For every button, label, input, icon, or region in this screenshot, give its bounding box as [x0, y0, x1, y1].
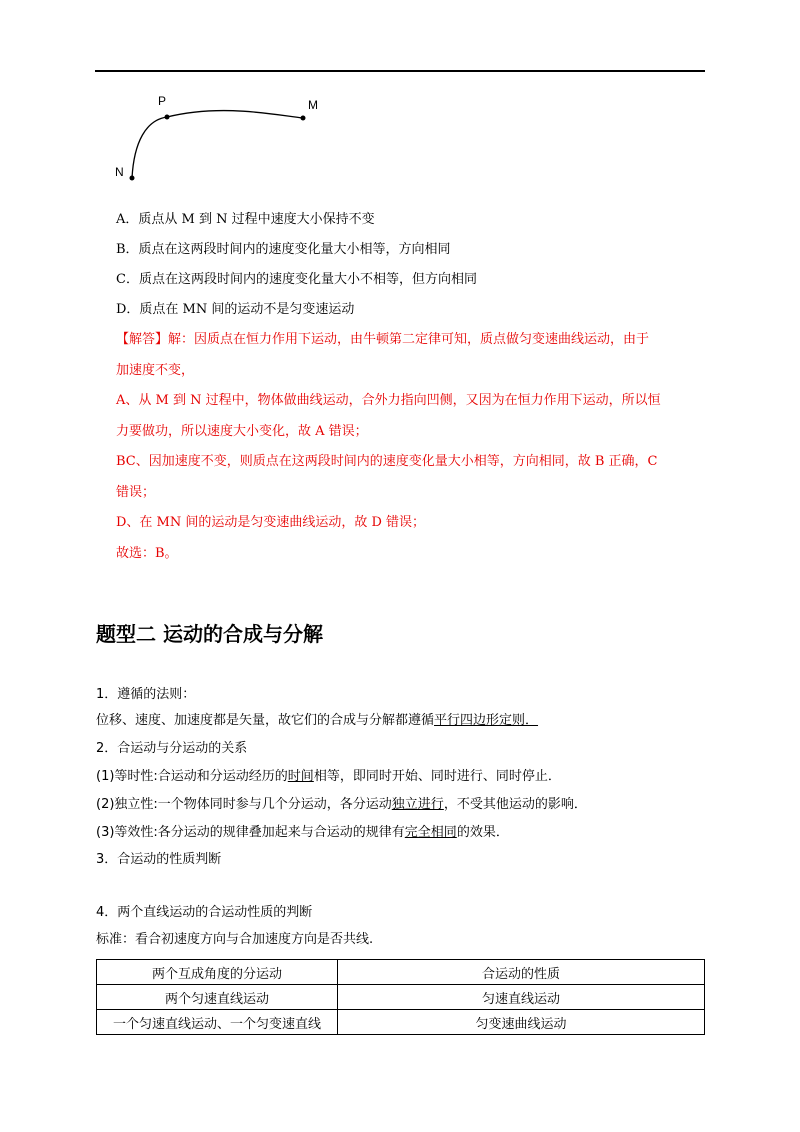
note-2c-underlined: 完全相同 [404, 825, 457, 840]
option-a: A．质点从 M 到 N 过程中速度大小保持不变 [116, 212, 375, 227]
table-cell: 一个匀速直线运动、一个匀变速直线 [97, 1010, 338, 1035]
point-n [130, 176, 135, 181]
header-rule [95, 70, 705, 72]
table-cell: 匀速直线运动 [338, 985, 705, 1010]
note-1-body-text: 位移、速度、加速度都是矢量，故它们的合成与分解都遵循 [96, 713, 435, 728]
trajectory-curve [132, 111, 303, 178]
answer-line-3: A、从 M 到 N 过程中，物体做曲线运动，合外力指向凹侧，又因为在恒力作用下运动，所以恒 [116, 393, 661, 408]
note-1-body-underlined: 平行四边形定则． [434, 713, 539, 728]
label-n: N [115, 165, 124, 179]
motion-table [96, 959, 705, 1035]
label-p: P [158, 94, 167, 108]
note-2a-suffix: 相等，即同时开始、同时进行、同时停止． [313, 769, 561, 784]
table-header-cell: 两个互成角度的分运动 [97, 960, 338, 985]
answer-line-4: 力要做功，所以速度大小变化，故 A 错误； [116, 424, 368, 439]
point-p [165, 115, 170, 120]
note-2-heading: 2．合运动与分运动的关系 [96, 741, 248, 756]
table-header-row [97, 960, 705, 985]
note-1-body [96, 712, 538, 730]
table-header-cell: 合运动的性质 [338, 960, 705, 985]
answer-line-1: 【解答】解：因质点在恒力作用下运动，由牛顿第二定律可知，质点做匀变速曲线运动，由于 [116, 332, 650, 347]
answer-line-2: 加速度不变， [116, 363, 195, 378]
answer-line-6: 错误； [116, 485, 156, 500]
trajectory-figure [110, 92, 330, 187]
option-c: C．质点在这两段时间内的速度变化量大小不相等，但方向相同 [116, 272, 477, 287]
option-d: D．质点在 MN 间的运动不是匀变速运动 [116, 302, 355, 317]
note-2b-underlined: 独立进行 [391, 797, 444, 812]
table-row [97, 985, 705, 1010]
note-2b-prefix: (2)独立性:一个物体同时参与几个分运动，各分运动 [96, 797, 392, 812]
note-2b-suffix: ，不受其他运动的影响． [443, 797, 587, 812]
table-cell: 匀变速曲线运动 [338, 1010, 705, 1035]
note-3-heading: 3．合运动的性质判断 [96, 852, 222, 867]
note-2a [96, 768, 561, 786]
section-title: 题型二 运动的合成与分解 [96, 622, 323, 646]
note-2c-suffix: 的效果． [456, 825, 509, 840]
note-1-heading: 1．遵循的法则： [96, 687, 196, 702]
note-2a-prefix: (1)等时性:合运动和分运动经历的 [96, 769, 288, 784]
point-m [301, 116, 306, 121]
option-b: B．质点在这两段时间内的速度变化量大小相等，方向相同 [116, 242, 451, 257]
note-2b [96, 796, 587, 814]
note-4-body: 标准：看合初速度方向与合加速度方向是否共线. [96, 932, 374, 947]
note-4-heading: 4．两个直线运动的合运动性质的判断 [96, 905, 313, 920]
table-row [97, 1010, 705, 1035]
answer-line-8: 故选：B。 [116, 546, 178, 561]
label-m: M [308, 98, 318, 112]
answer-line-5: BC、因加速度不变，则质点在这两段时间内的速度变化量大小相等，方向相同，故 B 正确，C [116, 454, 658, 469]
note-2c-prefix: (3)等效性:各分运动的规律叠加起来与合运动的规律有 [96, 825, 405, 840]
table-cell: 两个匀速直线运动 [97, 985, 338, 1010]
answer-line-7: D、在 MN 间的运动是匀变速曲线运动，故 D 错误； [116, 515, 426, 530]
note-2a-underlined: 时间 [287, 769, 314, 784]
note-2c [96, 824, 509, 842]
